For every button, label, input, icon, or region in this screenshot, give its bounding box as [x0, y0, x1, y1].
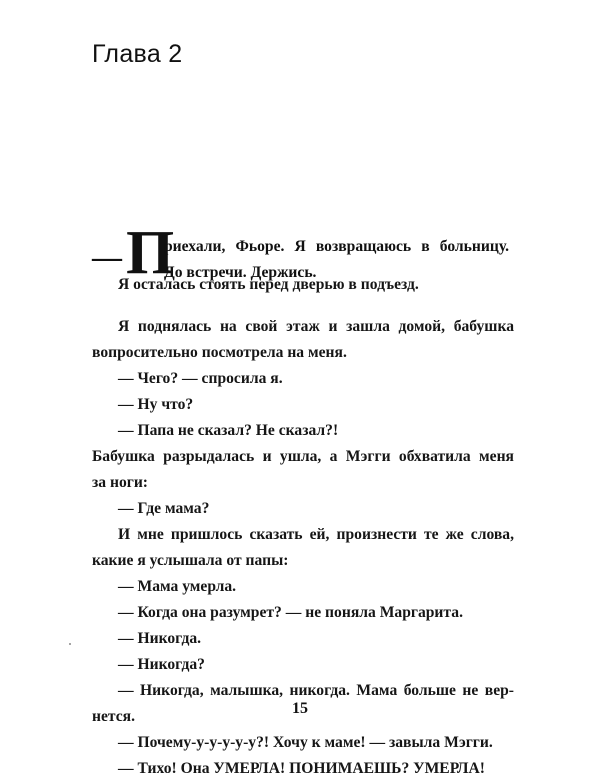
text-line: — Ну что?	[118, 396, 194, 413]
drop-cap: П	[126, 219, 175, 287]
text-line: — Никогда.	[118, 630, 202, 647]
opening-line-3-block	[92, 272, 514, 298]
text-line: Я поднялась на свой этаж и зашла домой, бабушка	[118, 318, 514, 335]
opening-line-3: Я осталась стоять перед дверью в подъезд.	[118, 276, 419, 293]
text-line: — Папа не сказал? Не сказал?!	[118, 422, 339, 439]
opening-line-1: риехали, Фьоре. Я возвращаюсь в больницу.	[164, 238, 509, 255]
text-line: — Никогда, малышка, никогда. Мама больше не вер-	[118, 682, 514, 699]
print-speck	[69, 643, 71, 645]
text-line: — Никогда?	[118, 656, 205, 673]
opening-dash: —	[92, 241, 122, 274]
text-line: — Где мама?	[118, 500, 210, 517]
text-line: вопросительно посмотрела на меня.	[92, 344, 347, 361]
text-line: нется.	[92, 708, 136, 725]
text-line: Бабушка разрыдалась и ушла, а Мэгги обхватила меня	[92, 448, 514, 465]
page-number: 15	[292, 700, 308, 717]
text-line: за ноги:	[92, 474, 149, 491]
text-line: И мне пришлось сказать ей, произнести те же слова,	[118, 526, 514, 543]
text-line: — Мама умерла.	[118, 578, 237, 595]
opening-line-2: До встречи. Держись.	[164, 264, 317, 281]
chapter-title: Глава 2	[92, 40, 183, 68]
text-line: — Тихо! Она УМЕРЛА! ПОНИМАЕШЬ? УМЕРЛА!	[118, 760, 485, 777]
text-line: какие я услышала от папы:	[92, 552, 289, 569]
text-line: — Когда она разумрет? — не поняла Маргарита.	[118, 604, 463, 621]
text-line: — Чего? — спросила я.	[118, 370, 283, 387]
text-line: — Почему-у-у-у-у-у?! Хочу к маме! — завыла Мэгги.	[118, 734, 493, 751]
